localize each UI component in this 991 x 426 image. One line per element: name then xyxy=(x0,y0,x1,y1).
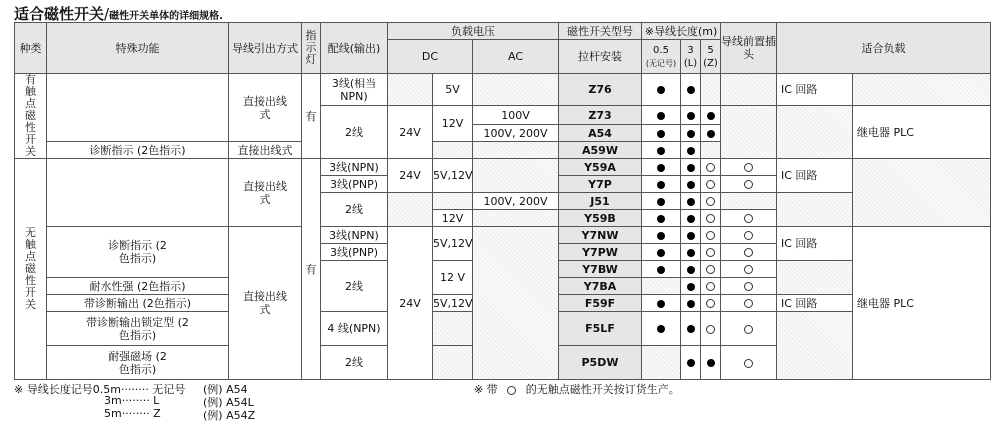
load-solid-ic3: IC 回路 xyxy=(777,295,853,312)
model-z76: Z76 xyxy=(559,74,642,106)
circle-icon xyxy=(706,231,715,240)
dc-512-c: 5V,12V xyxy=(433,296,473,310)
dot-icon xyxy=(687,249,695,257)
order-note xyxy=(474,381,680,397)
prewired-cell xyxy=(721,244,777,261)
type-solid: 无触点磁性开关 xyxy=(15,159,47,380)
hdr-lead: 导线引出方式 xyxy=(229,23,302,74)
prewired-cell xyxy=(721,74,777,106)
circle-icon xyxy=(706,180,715,189)
page-title xyxy=(14,3,223,24)
model-a59w: A59W xyxy=(559,142,642,159)
lead-solid-b: 直接出线式 xyxy=(229,227,302,380)
circle-icon xyxy=(706,248,715,257)
model-p5dw: P5DW xyxy=(559,346,642,380)
cable-cell xyxy=(681,227,701,244)
dot-icon xyxy=(687,86,695,94)
feature-field: 耐强磁场 (2色指示) xyxy=(47,346,229,380)
dot-icon xyxy=(657,266,665,274)
wiring-4npn: 4 线(NPN) xyxy=(321,312,388,346)
wiring-reed-2: 2线 xyxy=(321,106,388,159)
hdr-indicator: 指示灯 xyxy=(302,23,321,74)
footnote-eg-3: (例) A54Z xyxy=(203,409,256,422)
dc-24v-b: 24V xyxy=(388,227,433,380)
hdr-cable-05-note: (无记号) xyxy=(645,58,677,68)
load-solid-relay: 继电器 PLC xyxy=(853,227,991,380)
circle-icon xyxy=(744,299,753,308)
hdr-cable-5-note: (Z) xyxy=(703,57,718,69)
dc-12v-reed: 12V xyxy=(433,106,473,142)
cable-cell xyxy=(642,346,681,380)
dot-icon xyxy=(687,325,695,333)
cable-cell xyxy=(642,312,681,346)
load-solid-ic2: IC 回路 xyxy=(777,227,853,261)
dot-icon xyxy=(657,112,665,120)
circle-icon xyxy=(744,180,753,189)
model-y7p: Y7P xyxy=(559,176,642,193)
prewired-cell xyxy=(721,210,777,227)
dot-icon xyxy=(687,130,695,138)
cable-cell xyxy=(701,159,721,176)
cable-cell xyxy=(642,295,681,312)
circle-icon xyxy=(744,163,753,172)
cable-cell xyxy=(642,278,681,295)
feature-diag: 诊断指示 (2色指示) xyxy=(47,227,229,278)
load-solid-ic1: IC 回路 xyxy=(777,159,853,193)
lead-reed-2: 直接出线式 xyxy=(229,142,302,159)
ac-blank-1 xyxy=(473,74,559,106)
ac-blank-2 xyxy=(473,142,559,159)
dot-icon xyxy=(687,359,695,367)
dc-blank-4 xyxy=(433,193,473,210)
title-sub: 磁性开关单体的详细规格. xyxy=(109,11,223,22)
cable-cell xyxy=(642,159,681,176)
circle-icon xyxy=(706,214,715,223)
cable-cell xyxy=(681,346,701,380)
dot-icon xyxy=(657,325,665,333)
dot-icon xyxy=(687,266,695,274)
load-reed-relay: 继电器 PLC xyxy=(853,106,991,159)
dot-icon xyxy=(687,283,695,291)
dot-icon xyxy=(657,215,665,223)
dot-icon xyxy=(657,198,665,206)
dot-icon xyxy=(687,232,695,240)
load-reed-blank xyxy=(853,74,991,106)
circle-icon xyxy=(706,163,715,172)
dot-icon xyxy=(707,130,715,138)
dot-icon xyxy=(707,112,715,120)
dot-icon xyxy=(657,147,665,155)
prewired-cell xyxy=(721,278,777,295)
model-a54: A54 xyxy=(559,125,642,142)
model-z73: Z73 xyxy=(559,106,642,125)
circle-icon xyxy=(706,282,715,291)
ac-blank-3 xyxy=(473,159,559,193)
cable-cell xyxy=(681,210,701,227)
cable-cell xyxy=(701,278,721,295)
cable-cell xyxy=(681,244,701,261)
model-f5lf: F5LF xyxy=(559,312,642,346)
cable-cell xyxy=(701,244,721,261)
circle-icon xyxy=(744,265,753,274)
hdr-load: 适合负载 xyxy=(777,23,991,74)
circle-icon xyxy=(507,386,516,395)
hdr-model: 磁性开关型号 xyxy=(559,23,642,40)
dot-icon xyxy=(657,86,665,94)
cable-cell xyxy=(642,193,681,210)
prewired-cell xyxy=(721,193,777,210)
dc-24v-reed: 24V xyxy=(388,106,433,159)
cable-cell xyxy=(642,176,681,193)
hdr-wiring: 配线(输出) xyxy=(321,23,388,74)
hdr-cable-3-note: (L) xyxy=(683,57,698,69)
hdr-ac: AC xyxy=(473,40,559,74)
cable-cell xyxy=(701,125,721,142)
hdr-model-sub: 拉杆安装 xyxy=(559,40,642,74)
circle-icon xyxy=(744,231,753,240)
dc-12v-solid: 12V xyxy=(433,210,473,227)
prewired-cell xyxy=(721,159,777,176)
wiring-npn2: 3线(NPN) xyxy=(321,227,388,244)
table-row xyxy=(15,159,991,176)
wiring-2c: 2线 xyxy=(321,346,388,380)
wiring-npn: 3线(NPN) xyxy=(321,159,388,176)
dot-icon xyxy=(687,112,695,120)
footnote-eg-2: (例) A54L xyxy=(203,396,254,409)
cable-cell xyxy=(642,106,681,125)
ac-blank-4 xyxy=(473,210,559,227)
model-y59a: Y59A xyxy=(559,159,642,176)
dc-512-a: 5V,12V xyxy=(433,159,473,193)
feature-reed-blank xyxy=(47,74,229,142)
wiring-2b: 2线 xyxy=(321,261,388,312)
order-note-post: 的无触点磁性开关按订货生产。 xyxy=(525,383,680,396)
feature-diaglock: 带诊断输出锁定型 (2色指示) xyxy=(47,312,229,346)
footnote-label-2: 3m········ L xyxy=(104,394,160,407)
prewired-cell xyxy=(721,227,777,244)
circle-icon xyxy=(706,299,715,308)
footnote-line1 xyxy=(14,381,185,397)
circle-icon xyxy=(706,197,715,206)
cable-cell xyxy=(701,142,721,159)
circle-icon xyxy=(706,265,715,274)
cable-cell xyxy=(642,125,681,142)
title-main: 适合磁性开关 xyxy=(14,5,105,23)
model-y59b: Y59B xyxy=(559,210,642,227)
dot-icon xyxy=(687,147,695,155)
dc-blank-6 xyxy=(433,346,473,380)
prewired-cell xyxy=(721,176,777,193)
circle-icon xyxy=(744,359,753,368)
hdr-cable: ※导线长度(m) xyxy=(642,23,721,40)
dot-icon xyxy=(657,232,665,240)
circle-icon xyxy=(744,282,753,291)
dot-icon xyxy=(687,198,695,206)
indicator-reed: 有 xyxy=(302,74,321,159)
cable-cell xyxy=(701,176,721,193)
table-row xyxy=(15,74,991,106)
cable-cell xyxy=(681,159,701,176)
model-y7pw: Y7PW xyxy=(559,244,642,261)
title-separator: / xyxy=(104,5,110,23)
cable-cell xyxy=(642,227,681,244)
circle-icon xyxy=(744,214,753,223)
hdr-cable-5-value: 5 xyxy=(707,44,714,56)
cable-cell xyxy=(701,227,721,244)
dot-icon xyxy=(657,249,665,257)
ac-100-200-solid: 100V, 200V xyxy=(473,193,559,210)
cable-cell xyxy=(701,74,721,106)
load-solid-blank3 xyxy=(777,261,853,295)
dot-icon xyxy=(707,359,715,367)
cable-cell xyxy=(681,125,701,142)
dc-5v: 5V xyxy=(433,74,473,106)
model-y7ba: Y7BA xyxy=(559,278,642,295)
feature-solid-blank xyxy=(47,159,229,227)
circle-icon xyxy=(706,325,715,334)
wiring-2a: 2线 xyxy=(321,193,388,227)
order-note-pre: ※ 带 xyxy=(474,383,498,396)
load-solid-blank2 xyxy=(777,193,853,227)
cable-cell xyxy=(701,346,721,380)
wiring-pnp2: 3线(PNP) xyxy=(321,244,388,261)
hdr-type: 种类 xyxy=(15,23,47,74)
prewired-cell xyxy=(721,261,777,278)
cable-cell xyxy=(701,193,721,210)
dot-icon xyxy=(657,300,665,308)
cable-cell xyxy=(701,312,721,346)
load-reed-blank2 xyxy=(777,106,853,159)
wiring-reed-3: 3线(相当NPN) xyxy=(321,74,388,106)
hdr-feature: 特殊功能 xyxy=(47,23,229,74)
hdr-cable-05-value: 0.5 xyxy=(653,44,669,56)
dc-512-b: 5V,12V xyxy=(433,227,473,261)
feature-diagout: 带诊断输出 (2色指示) xyxy=(47,295,229,312)
indicator-solid: 有 xyxy=(302,159,321,380)
load-solid-blank1 xyxy=(853,159,991,227)
hdr-prewired: 导线前置插头 xyxy=(721,23,777,74)
wiring-pnp: 3线(PNP) xyxy=(321,176,388,193)
prewired-cell xyxy=(721,346,777,380)
circle-icon xyxy=(744,325,753,334)
cable-cell xyxy=(681,74,701,106)
cable-cell xyxy=(701,295,721,312)
dot-icon xyxy=(657,164,665,172)
hdr-cable-3-value: 3 xyxy=(687,44,694,56)
circle-icon xyxy=(744,248,753,257)
dot-icon xyxy=(687,215,695,223)
feature-water: 耐水性强 (2色指示) xyxy=(47,278,229,295)
hdr-cable-05 xyxy=(642,40,681,74)
lead-solid-a: 直接出线式 xyxy=(229,159,302,227)
cable-cell xyxy=(681,193,701,210)
hdr-dc: DC xyxy=(388,40,473,74)
hdr-cable-3 xyxy=(681,40,701,74)
prewired-cell xyxy=(721,106,777,159)
dc-blank-1 xyxy=(388,74,433,106)
hdr-load-voltage: 负载电压 xyxy=(388,23,559,40)
ac-100-200: 100V, 200V xyxy=(473,125,559,142)
cable-cell xyxy=(642,142,681,159)
lead-reed: 直接出线式 xyxy=(229,74,302,142)
ac-100: 100V xyxy=(473,106,559,125)
model-j51: J51 xyxy=(559,193,642,210)
feature-reed-diag: 诊断指示 (2色指示) xyxy=(47,142,229,159)
dc-blank-3 xyxy=(388,193,433,227)
cable-cell xyxy=(642,210,681,227)
cable-cell xyxy=(681,142,701,159)
spec-table xyxy=(14,22,991,380)
dc-blank-5 xyxy=(433,312,473,346)
cable-cell xyxy=(681,295,701,312)
model-y7nw: Y7NW xyxy=(559,227,642,244)
cable-cell xyxy=(681,261,701,278)
cable-cell xyxy=(642,244,681,261)
dc-24v-a: 24V xyxy=(388,159,433,193)
cable-cell xyxy=(701,210,721,227)
prewired-cell xyxy=(721,312,777,346)
cable-cell xyxy=(642,261,681,278)
table-row xyxy=(15,227,991,244)
footnote-label-1: 导线长度记号0.5m········ 无记号 xyxy=(26,383,186,396)
dot-icon xyxy=(687,181,695,189)
footnote-mark: ※ xyxy=(14,383,24,396)
cable-cell xyxy=(642,74,681,106)
dot-icon xyxy=(657,181,665,189)
ac-blank-5 xyxy=(473,227,559,380)
cable-cell xyxy=(681,106,701,125)
cable-cell xyxy=(701,261,721,278)
dot-icon xyxy=(687,164,695,172)
prewired-cell xyxy=(721,295,777,312)
footnote-eg-1: (例) A54 xyxy=(203,383,248,396)
dc-blank-2 xyxy=(433,142,473,159)
header-row-1 xyxy=(15,23,991,40)
model-y7bw: Y7BW xyxy=(559,261,642,278)
type-reed: 有触点磁性开关 xyxy=(15,74,47,159)
model-f59f: F59F xyxy=(559,295,642,312)
load-solid-blank4 xyxy=(777,312,853,380)
dc-12v-b: 12 V xyxy=(433,261,473,295)
dot-icon xyxy=(687,300,695,308)
footnote-label-3: 5m········ Z xyxy=(104,407,161,420)
dot-icon xyxy=(657,130,665,138)
cable-cell xyxy=(681,312,701,346)
cable-cell xyxy=(701,106,721,125)
cable-cell xyxy=(681,278,701,295)
cable-cell xyxy=(681,176,701,193)
load-reed-ic: IC 回路 xyxy=(777,74,853,106)
hdr-cable-5 xyxy=(701,40,721,74)
